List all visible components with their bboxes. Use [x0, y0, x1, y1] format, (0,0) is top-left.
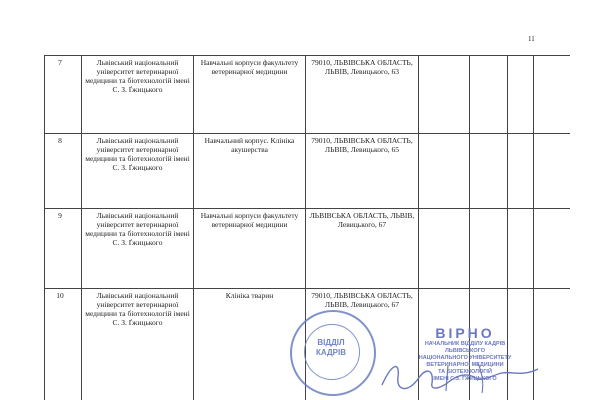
seal-text-line: ВІДДІЛ — [317, 338, 345, 347]
page-number: 11 — [528, 35, 535, 43]
row-number: 7 — [45, 56, 82, 134]
institution-cell: Львівський національний університет ветеринарної медицини та біотехнологій імені С. З. Ґжицького — [82, 289, 194, 400]
signature-icon — [378, 355, 548, 397]
address-cell: 79010, ЛЬВІВСЬКА ОБЛАСТЬ, ЛЬВІВ, Левицького, 63 — [306, 56, 419, 134]
object-cell: Клініка тварин — [194, 289, 306, 400]
empty-cell — [470, 134, 508, 209]
stamp-line: ІМЕНІ С.З. ҐЖИЦЬКОГО — [433, 376, 497, 382]
empty-cell — [419, 56, 470, 134]
empty-cell — [470, 209, 508, 289]
stamp-line: НАЦІОНАЛЬНОГО УНІВЕРСИТЕТУ — [418, 355, 512, 361]
round-seal — [290, 310, 376, 396]
address-cell: 79010, ЛЬВІВСЬКА ОБЛАСТЬ, ЛЬВІВ, Левицького, 65 — [306, 134, 419, 209]
empty-cell — [534, 134, 571, 209]
stamp-line: ВЕТЕРИНАРНОЇ МЕДИЦИНИ — [426, 362, 504, 368]
empty-cell — [419, 209, 470, 289]
institution-cell: Львівський національний університет ветеринарної медицини та біотехнологій імені С. З. Ґжицького — [82, 209, 194, 289]
table-row — [45, 134, 571, 209]
address-cell: ЛЬВІВСЬКА ОБЛАСТЬ, ЛЬВІВ, Левицького, 67 — [306, 209, 419, 289]
object-cell: Навчальні корпуси факультету ветеринарної медицини — [194, 56, 306, 134]
stamp-line: ЛЬВІВСЬКОГО — [445, 348, 485, 354]
empty-cell — [534, 209, 571, 289]
seal-text-line: КАДРІВ — [316, 348, 346, 357]
table-row — [45, 209, 571, 289]
institution-cell: Львівський національний університет ветеринарної медицини та біотехнологій імені С. З. Ґжицького — [82, 134, 194, 209]
object-cell: Навчальний корпус. Клініка акушерства — [194, 134, 306, 209]
row-number: 9 — [45, 209, 82, 289]
empty-cell — [508, 56, 534, 134]
row-number: 10 — [45, 289, 82, 400]
stamp-title: ВІРНО — [435, 325, 495, 341]
table-row — [45, 56, 571, 134]
empty-cell — [508, 209, 534, 289]
institution-cell: Львівський національний університет ветеринарної медицини та біотехнологій імені С. З. Ґжицького — [82, 56, 194, 134]
stamp-line: НАЧАЛЬНИК ВІДДІЛУ КАДРІВ — [424, 341, 506, 347]
row-number: 8 — [45, 134, 82, 209]
stamp-line: ТА БІОТЕХНОЛОГІЙ — [438, 369, 492, 375]
object-cell: Навчальні корпуси факультету ветеринарної медицини — [194, 209, 306, 289]
empty-cell — [534, 56, 571, 134]
address-cell: 79010, ЛЬВІВСЬКА ОБЛАСТЬ, ЛЬВІВ, Левицького, 67 — [306, 289, 419, 400]
empty-cell — [508, 134, 534, 209]
empty-cell — [419, 134, 470, 209]
seal-text — [292, 338, 370, 358]
empty-cell — [470, 56, 508, 134]
